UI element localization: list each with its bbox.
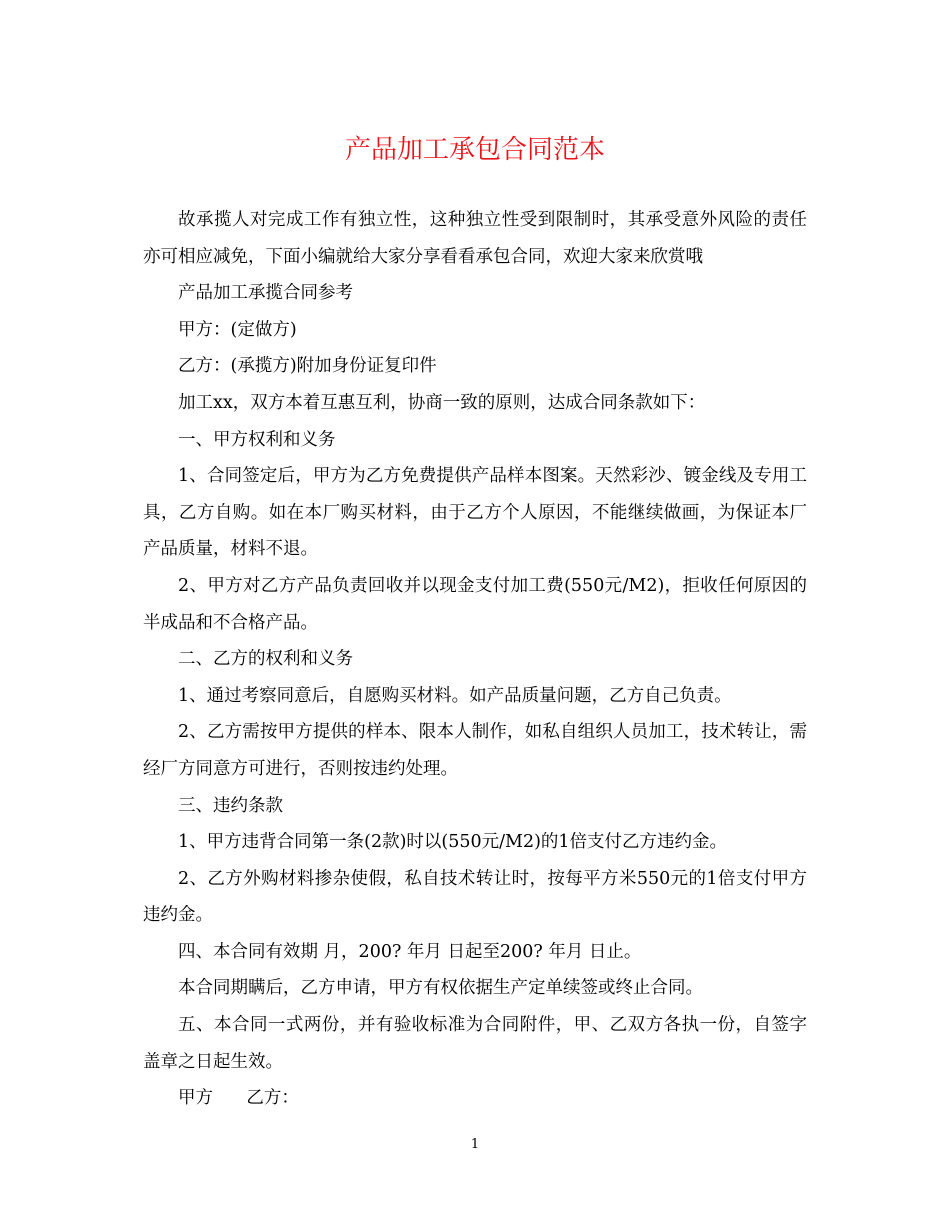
clause-1-1: 1、合同签定后，甲方为乙方免费提供产品样本图案。天然彩沙、镀金线及专用工具，乙方自购。如在本厂购买材料，由于乙方个人原因，不能继续做画，为保证本厂产品质量，材料不退。 xyxy=(143,466,807,560)
section-heading-4: 四、本合同有效期 月，200? 年月 日起至200? 年月 日止。 xyxy=(178,941,642,962)
clause-2-1: 1、通过考察同意后，自愿购买材料。如产品质量问题，乙方自己负责。 xyxy=(178,685,732,706)
party-a-signature-label: 甲方 xyxy=(178,1088,213,1109)
clause-3-2: 2、乙方外购材料掺杂使假，私自技术转让时，按每平方米550元的1倍支付甲方违约金。 xyxy=(143,868,807,926)
party-b-signature-label: 乙方： xyxy=(246,1088,299,1109)
document-title: 产品加工承包合同范本 xyxy=(344,135,605,165)
section-heading-3: 三、违约条款 xyxy=(178,795,283,816)
signature-line xyxy=(143,1080,807,1117)
party-a-line: 甲方：(定做方) xyxy=(178,319,297,340)
section-heading-5: 五、本合同一式两份，并有验收标准为合同附件，甲、乙双方各执一份，自签字盖章之日起生效。 xyxy=(143,1015,807,1072)
document-body xyxy=(143,202,807,1117)
section-heading-2: 二、乙方的权利和义务 xyxy=(178,649,353,670)
intro-paragraph: 故承揽人对完成工作有独立性，这种独立性受到限制时，其承受意外风险的责任亦可相应减免，下面小编就给大家分享看看承包合同，欢迎大家来欣赏哦 xyxy=(143,210,807,267)
section-heading-1: 一、甲方权利和义务 xyxy=(178,429,336,450)
party-b-line: 乙方：(承揽方)附加身份证复印件 xyxy=(178,356,437,377)
renewal-paragraph: 本合同期瞒后，乙方申请，甲方有权依据生产定单续签或终止合同。 xyxy=(178,978,703,999)
preamble-paragraph: 加工xx，双方本着互惠互利，协商一致的原则，达成合同条款如下： xyxy=(178,392,706,413)
contract-reference-heading: 产品加工承揽合同参考 xyxy=(178,283,353,304)
clause-3-1: 1、甲方违背合同第一条(2款)时以(550元/M2)的1倍支付乙方违约金。 xyxy=(178,832,728,853)
page-number: 1 xyxy=(470,1137,480,1152)
clause-1-2: 2、甲方对乙方产品负责回收并以现金支付加工费(550元/M2)，拒收任何原因的半成品和不合格产品。 xyxy=(143,575,807,633)
clause-2-2: 2、乙方需按甲方提供的样本、限本人制作，如私自组织人员加工，技术转让，需经厂方同意方可进行，否则按违约处理。 xyxy=(143,722,807,779)
